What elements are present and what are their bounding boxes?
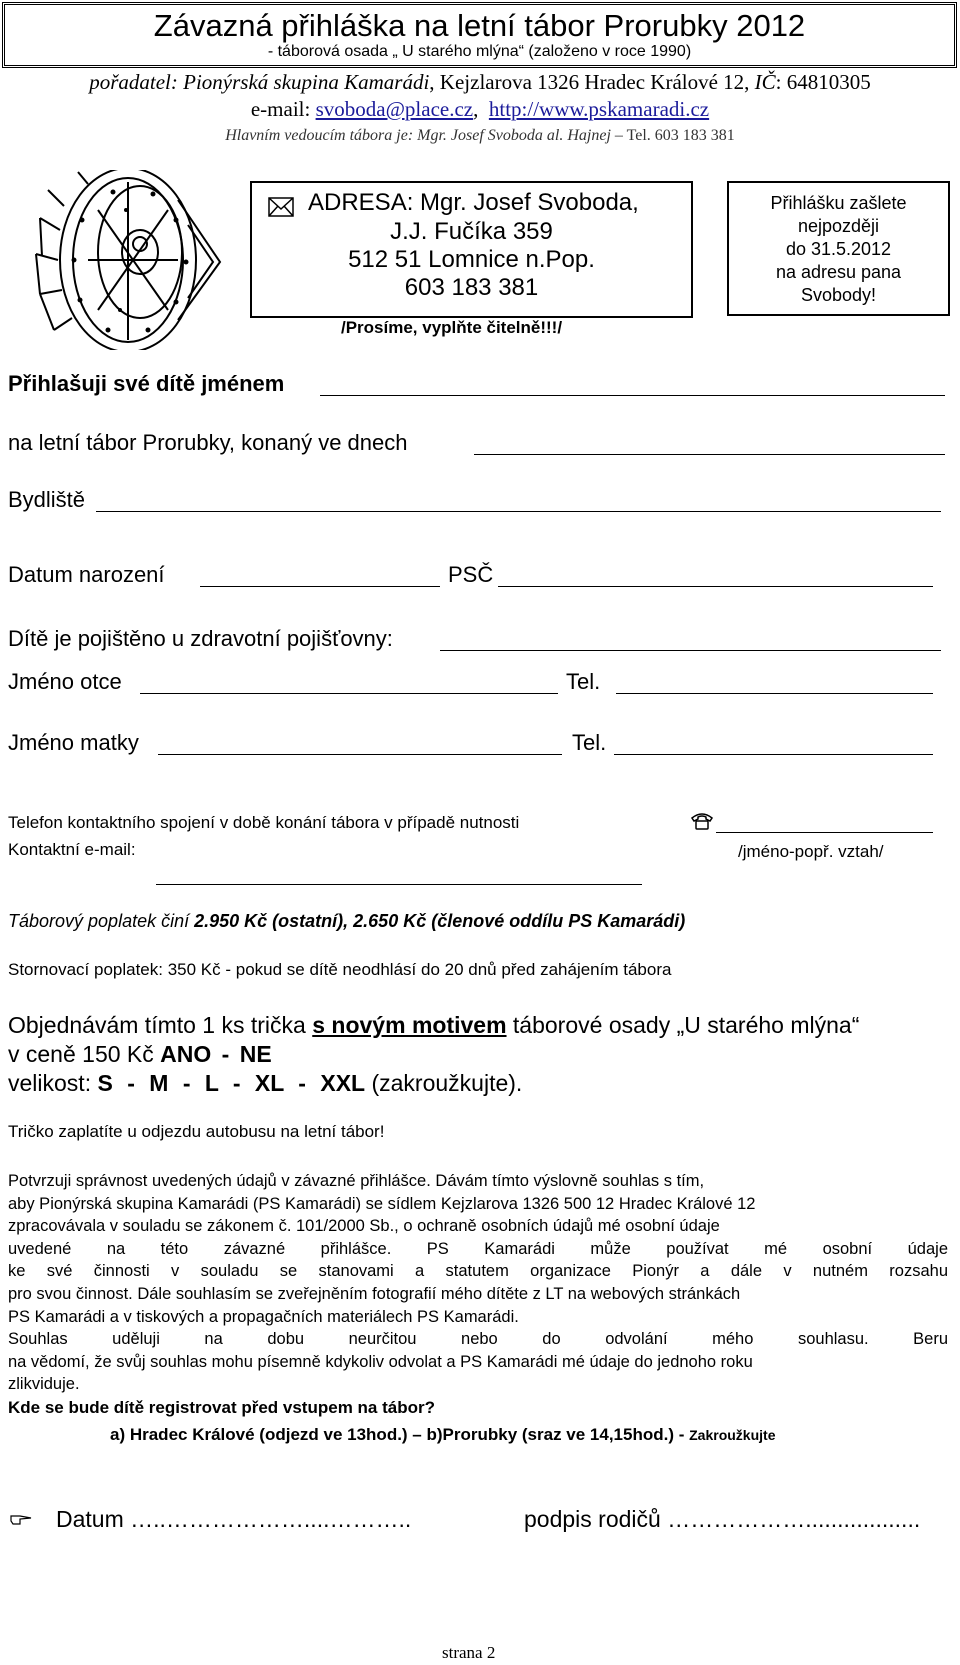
consent-line: na vědomí, že svůj souhlas mohu písemně kdykoliv odvolat a PS Kamarádi mé údaje do jednoho roku <box>8 1352 753 1371</box>
consent-line: zpracovávala v souladu se zákonem č. 101/2000 Sb., o ochraně osobních údajů mé osobní údaje <box>8 1217 720 1236</box>
shirt-order-line-3 <box>8 1069 522 1097</box>
address-line-3: 512 51 Lomnice n.Pop. <box>348 246 595 273</box>
deadline-line-1: Přihlášku zašlete <box>770 193 907 213</box>
child-name-field[interactable] <box>320 395 945 396</box>
father-label: Jméno otce <box>8 669 122 694</box>
fee-line <box>8 911 685 932</box>
father-tel-label: Tel. <box>566 669 601 694</box>
page-subtitle: - táborová osada „ U starého mlýna“ (založeno v roce 1990) <box>267 43 692 60</box>
residence-label: Bydliště <box>8 487 86 512</box>
contact-phone-text: Telefon kontaktního spojení v době konání tábora v případě nutnosti <box>8 813 520 832</box>
consent-line: Souhlas uděluji na dobu neurčitou nebo do odvolání mého souhlasu. Beru <box>8 1330 948 1349</box>
email-link[interactable]: svoboda@place.cz <box>315 97 474 121</box>
shirt-text-c: táborové osady „U starého mlýna“ <box>506 1012 860 1038</box>
camp-dates-field[interactable] <box>474 454 945 455</box>
camp-dates-label: na letní tábor Prorubky, konaný ve dnech <box>8 430 408 455</box>
registration-options-text: a) Hradec Králové (odjezd ve 13hod.) – b)Prorubky (sraz ve 14,15hod.) - <box>110 1425 690 1444</box>
organizer-label: pořadatel: Pionýrská skupina Kamarádi <box>89 70 430 94</box>
fee-amounts: 2.950 Kč (ostatní), 2.650 Kč (členové oddílu PS Kamarádi) <box>194 911 686 931</box>
postcode-field[interactable] <box>498 586 933 587</box>
organizer-line <box>0 70 960 94</box>
consent-line: pro svou činnost. Dále souhlasím se zveřejněním fotografií mého dítěte z LT na webových stránkách <box>8 1284 741 1303</box>
mother-name-field[interactable] <box>158 754 562 755</box>
consent-line: Potvrzuji správnost uvedených údajů v závazné přihlášce. Dávám tímto výslovně souhlas s tím, <box>8 1172 705 1190</box>
shirt-order-line-1 <box>8 1011 859 1039</box>
insurance-text: Dítě je pojištěno u zdravotní pojišťovny <box>8 626 387 651</box>
mother-tel-field[interactable] <box>614 754 933 755</box>
registration-options[interactable] <box>110 1425 775 1445</box>
comma: , <box>473 97 479 121</box>
deadline-line-5: Svobody! <box>800 285 877 305</box>
web-link[interactable]: http://www.pskamaradi.cz <box>488 97 710 121</box>
fee-prefix: Táborový poplatek činí <box>8 911 195 931</box>
organizer-address: , Kejzlarova 1326 Hradec Králové 12, <box>429 70 755 94</box>
postcode-label: PSČ <box>448 562 494 587</box>
consent-line: uvedené na této závazné přihlášce. PS Kamarádi může používat mé osobní údaje <box>8 1239 948 1258</box>
cancellation-fee: Stornovací poplatek: 350 Kč - pokud se dítě neodhlásí do 20 dnů před zahájením tábora <box>8 960 672 979</box>
address-line-4: 603 183 381 <box>404 274 539 301</box>
relation-note: /jméno-popř. vztah/ <box>738 842 884 861</box>
insurance-colon: : <box>386 626 393 651</box>
shirt-order-line-2 <box>8 1040 272 1068</box>
deadline-box <box>727 181 950 316</box>
shirt-sizes[interactable]: S - M - L - XL - XXL <box>97 1070 366 1096</box>
telephone-icon <box>690 812 714 830</box>
parent-signature-field[interactable]: podpis rodičů ……………….................. <box>524 1506 921 1532</box>
shirt-payment-note: Tričko zaplatíte u odjezdu autobusu na letní tábor! <box>8 1122 385 1141</box>
leader-text: Hlavním vedoucím tábora je: Mgr. Josef Svoboda al. Hajnej <box>225 127 611 144</box>
leader-line <box>0 127 960 145</box>
page-title: Závazná přihláška na letní tábor Prorubky 2012 <box>153 8 806 43</box>
shirt-size-label: velikost: <box>8 1070 98 1096</box>
shirt-price: v ceně 150 Kč <box>8 1041 161 1067</box>
leader-tel: – Tel. 603 183 381 <box>610 127 735 144</box>
consent-line: PS Kamarádi a v tiskových a propagačních materiálech PS Kamarádi. <box>8 1307 519 1326</box>
contact-phone-field[interactable] <box>716 832 933 833</box>
consent-paragraph <box>8 1170 948 1396</box>
consent-line: zlikviduje. <box>8 1375 80 1394</box>
consent-line: ke své činnosti v souladu se stanovami a statutem organizace Pionýr a dále v nutném rozsahu <box>8 1262 948 1281</box>
child-name-label: Přihlašuji své dítě jménem <box>8 371 285 396</box>
shirt-circle-note: (zakroužkujte). <box>365 1070 523 1096</box>
registration-circle-note: Zakroužkujte <box>689 1427 776 1443</box>
address-line-2: J.J. Fučíka 359 <box>390 218 553 245</box>
deadline-line-2: nejpozději <box>797 216 880 236</box>
envelope-icon <box>268 197 294 217</box>
residence-field[interactable] <box>96 511 941 512</box>
deadline-line-3: do 31.5.2012 <box>785 239 892 259</box>
insurance-field[interactable] <box>440 650 941 651</box>
birth-date-field[interactable] <box>200 586 440 587</box>
contact-email-label: Kontaktní e-mail: <box>8 840 136 859</box>
address-line-1: ADRESA: Mgr. Josef Svoboda, <box>308 189 639 216</box>
ic-label: IČ <box>754 70 776 94</box>
pointing-hand-icon <box>10 1512 32 1526</box>
birth-date-label: Datum narození <box>8 562 165 587</box>
date-field[interactable]: Datum …..………………....……….. <box>56 1506 412 1532</box>
ic-value: : 64810305 <box>775 70 871 94</box>
email-label: e-mail: <box>250 97 316 121</box>
legibility-note: /Prosíme, vyplňte čitelně!!!/ <box>341 318 563 337</box>
title-box <box>2 2 957 68</box>
shirt-new-motif: s novým motivem <box>312 1012 507 1038</box>
deadline-line-4: na adresu pana <box>775 262 902 282</box>
mill-wheel-icon <box>28 170 238 350</box>
shirt-yes-no[interactable]: ANO - NE <box>160 1041 272 1067</box>
father-tel-field[interactable] <box>616 693 933 694</box>
insurance-label <box>8 626 393 652</box>
address-box <box>250 181 693 318</box>
shirt-text-a: Objednávám tímto 1 ks trička <box>8 1012 313 1038</box>
contact-email-field[interactable] <box>156 884 642 885</box>
father-name-field[interactable] <box>140 693 558 694</box>
contact-line <box>0 97 960 121</box>
mother-label: Jméno matky <box>8 730 139 755</box>
mother-tel-label: Tel. <box>572 730 607 755</box>
consent-line: aby Pionýrská skupina Kamarádi (PS Kamarádi) se sídlem Kejzlarova 1326 500 12 Hradec Králové 12 <box>8 1194 756 1213</box>
page-number: strana 2 <box>442 1643 496 1662</box>
registration-question: Kde se bude dítě registrovat před vstupem na tábor? <box>8 1398 435 1417</box>
